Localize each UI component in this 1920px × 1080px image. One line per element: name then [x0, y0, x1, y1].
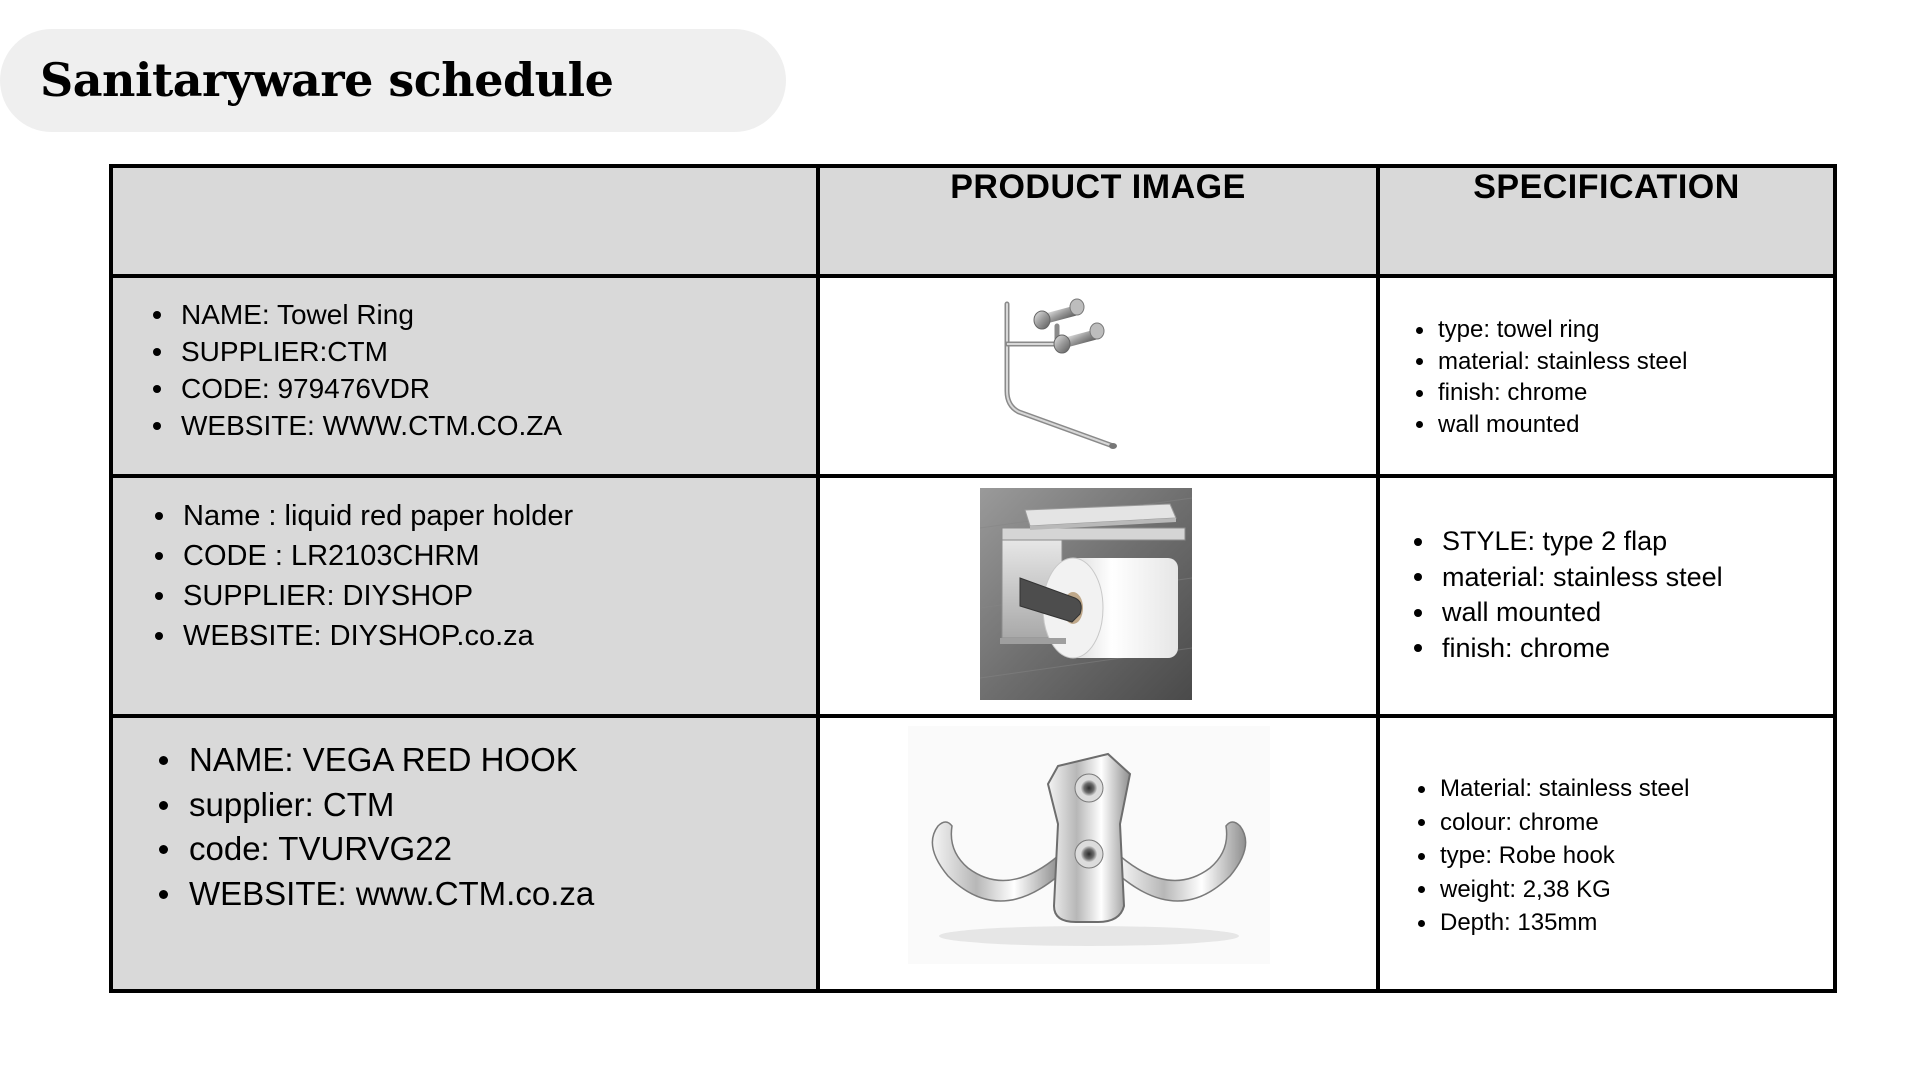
product-info-cell [111, 716, 818, 991]
table-header-row [111, 166, 1835, 276]
list-item: weight: 2,38 KG [1440, 873, 1833, 907]
product-image-cell [818, 476, 1378, 716]
list-item: SUPPLIER:CTM [181, 333, 816, 370]
product-info-list [113, 278, 816, 444]
paper-holder-image [980, 488, 1192, 700]
list-item: NAME: Towel Ring [181, 296, 816, 333]
list-item: Material: stainless steel [1440, 772, 1833, 806]
list-item: material: stainless steel [1442, 560, 1833, 596]
list-item: type: towel ring [1438, 314, 1833, 346]
list-item: supplier: CTM [189, 783, 816, 828]
product-image-cell [818, 716, 1378, 991]
list-item: NAME: VEGA RED HOOK [189, 738, 816, 783]
list-item: colour: chrome [1440, 806, 1833, 840]
specification-cell [1378, 476, 1835, 716]
product-info-list [113, 478, 816, 656]
title-banner [0, 29, 786, 132]
specification-list [1380, 718, 1833, 940]
specification-cell [1378, 716, 1835, 991]
list-item: material: stainless steel [1438, 346, 1833, 378]
header-specification: SPECIFICATION [1378, 166, 1835, 276]
product-info-list [113, 718, 816, 916]
page-title: Sanitaryware schedule [40, 53, 614, 107]
list-item: Name : liquid red paper holder [183, 496, 816, 536]
list-item: finish: chrome [1442, 631, 1833, 667]
list-item: WEBSITE: www.CTM.co.za [189, 872, 816, 917]
list-item: Depth: 135mm [1440, 906, 1833, 940]
product-image-cell [818, 276, 1378, 476]
specification-list [1380, 478, 1833, 666]
table-row [111, 476, 1835, 716]
product-info-cell [111, 276, 818, 476]
header-product-image: PRODUCT IMAGE [818, 166, 1378, 276]
list-item: wall mounted [1442, 595, 1833, 631]
list-item: finish: chrome [1438, 377, 1833, 409]
list-item: WEBSITE: WWW.CTM.CO.ZA [181, 407, 816, 444]
list-item: SUPPLIER: DIYSHOP [183, 576, 816, 616]
header-cell-blank [111, 166, 818, 276]
sanitaryware-table [109, 164, 1837, 993]
specification-list [1380, 278, 1833, 440]
table-row [111, 716, 1835, 991]
specification-cell [1378, 276, 1835, 476]
list-item: type: Robe hook [1440, 839, 1833, 873]
list-item: code: TVURVG22 [189, 827, 816, 872]
list-item: WEBSITE: DIYSHOP.co.za [183, 616, 816, 656]
table-row [111, 276, 1835, 476]
list-item: wall mounted [1438, 409, 1833, 441]
product-info-cell [111, 476, 818, 716]
list-item: STYLE: type 2 flap [1442, 524, 1833, 560]
list-item: CODE: 979476VDR [181, 370, 816, 407]
robe-hook-image [908, 726, 1270, 964]
towel-ring-image [995, 296, 1130, 456]
list-item: CODE : LR2103CHRM [183, 536, 816, 576]
